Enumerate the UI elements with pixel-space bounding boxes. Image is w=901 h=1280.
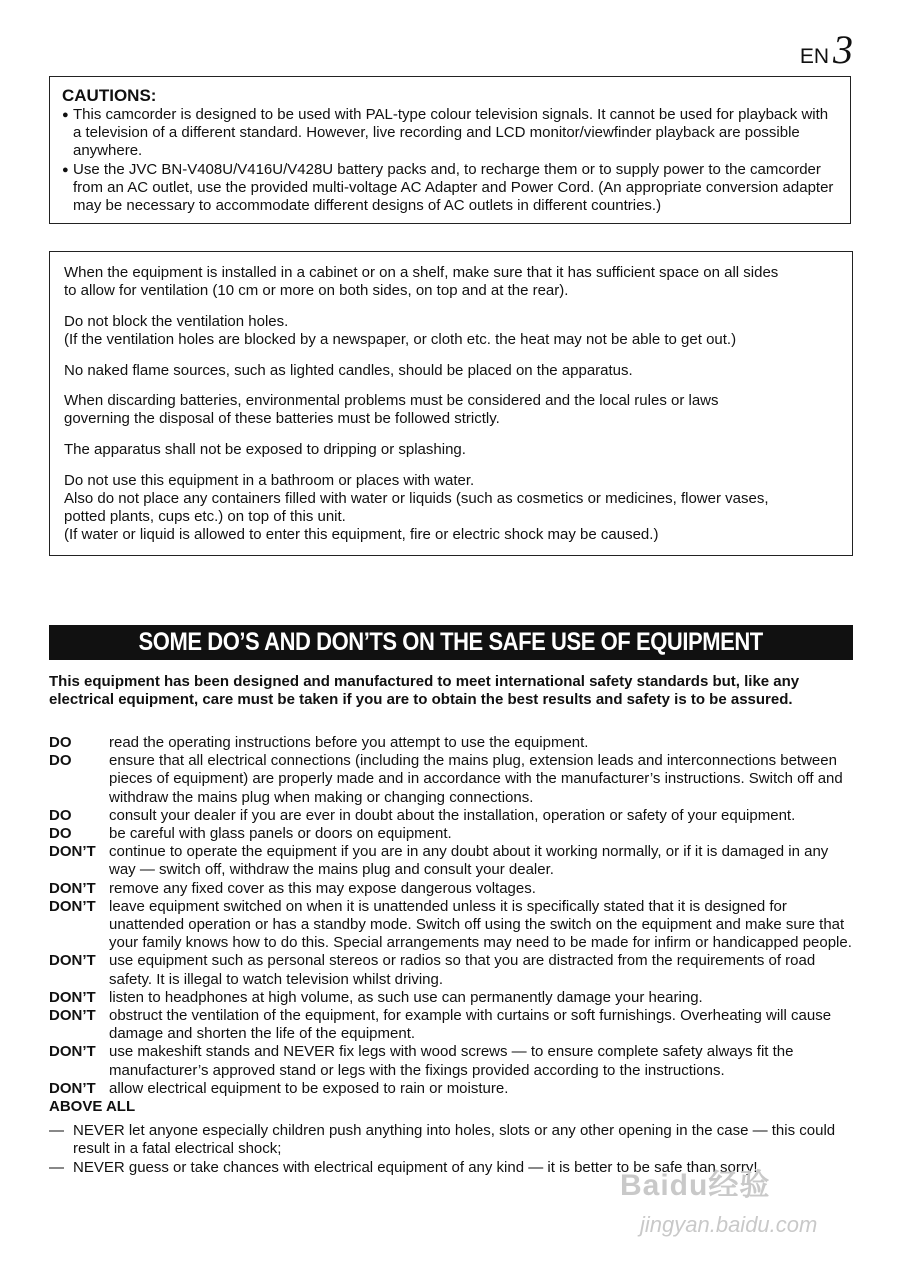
safety-note-line: No naked flame sources, such as lighted candles, should be placed on the apparatus. [64, 361, 633, 379]
rule-text: consult your dealer if you are ever in doubt about the installation, operation or safety of your equipment. [109, 806, 796, 824]
safety-note [64, 264, 838, 300]
never-item [49, 1122, 855, 1158]
rule-label: DON’T [49, 1079, 96, 1097]
rules-list [49, 734, 855, 1177]
rule-text: listen to headphones at high volume, as such use can permanently damage your hearing. [109, 988, 703, 1006]
safety-note-line: When the equipment is installed in a cabinet or on a shelf, make sure that it has sufficient space on all sides [64, 264, 779, 281]
rule-item [49, 1007, 855, 1043]
page-number-value: 3 [833, 27, 853, 72]
caution-item [62, 161, 838, 216]
rule-label: DO [49, 825, 72, 843]
rule-item [49, 807, 855, 825]
rule-text: continue to operate the equipment if you are in any doubt about it working normally, or if it is damaged in any way — switch off, withdraw the mains plug and consult your dealer. [109, 843, 829, 879]
rule-label: DON’T [49, 879, 96, 897]
rule-item [49, 1043, 855, 1079]
rule-label: DON’T [49, 1007, 96, 1025]
section-intro: This equipment has been designed and manufactured to meet international safety standards but, like any electrical equipment, care must be taken if you are to obtain the best results and safety is to be assured. [49, 673, 800, 709]
safety-note-line: governing the disposal of these batteries must be followed strictly. [64, 410, 500, 428]
safety-note-line: When discarding batteries, environmental problems must be considered and the local rules or laws [64, 392, 719, 410]
rule-item [49, 752, 855, 807]
safety-note-line: Do not use this equipment in a bathroom or places with water. [64, 471, 475, 489]
dash-marker: — [49, 1158, 64, 1176]
rule-label: DO [49, 734, 72, 751]
safety-note [64, 362, 838, 380]
safety-note [64, 392, 838, 428]
rule-label: DON’T [49, 897, 96, 915]
rule-text: use equipment such as personal stereos or radios so that you are distracted from the requirements of road safety. It is illegal to watch television whilst driving. [109, 952, 816, 988]
never-item [49, 1159, 855, 1177]
rule-text: obstruct the ventilation of the equipment, for example with curtains or soft furnishings. Overheating will cause damage and shorten the life of the equipment. [109, 1007, 832, 1043]
cautions-box [49, 76, 851, 224]
safety-note-line: (If water or liquid is allowed to enter this equipment, fire or electric shock may be caused.) [64, 526, 659, 544]
safety-note-line: Also do not place any containers filled with water or liquids (such as cosmetics or medicines, flower vases, [64, 489, 769, 507]
rule-item [49, 843, 855, 879]
safety-note-line: to allow for ventilation (10 cm or more on both sides, on top and at the rear). [64, 282, 569, 300]
cautions-title: CAUTIONS: [62, 86, 157, 105]
rule-text: allow electrical equipment to be exposed to rain or moisture. [109, 1079, 509, 1097]
caution-item [62, 106, 838, 161]
rule-label: DON’T [49, 1043, 96, 1061]
section-heading-banner [49, 625, 853, 660]
watermark-logo: Baidu经验 [620, 1169, 771, 1202]
safety-notes-box [49, 251, 853, 556]
rule-item [49, 989, 855, 1007]
never-list [49, 1122, 855, 1177]
bullet-icon: ● [62, 163, 69, 176]
rule-text: read the operating instructions before you attempt to use the equipment. [109, 734, 589, 751]
rule-text: be careful with glass panels or doors on equipment. [109, 825, 452, 843]
rule-text: leave equipment switched on when it is unattended unless it is specifically stated that it is designed for unattended operation or has a standby mode. Switch off using the switch on the equipment and make sure that your family knows how to do this. Special arrangements may need to be made for infirm or handicapped people. [109, 897, 852, 952]
rule-text: remove any fixed cover as this may expose dangerous voltages. [109, 879, 536, 897]
safety-note [64, 313, 838, 349]
safety-note [64, 441, 838, 459]
safety-note-line: Do not block the ventilation holes. [64, 312, 289, 330]
rule-item [49, 880, 855, 898]
never-text: NEVER guess or take chances with electrical equipment of any kind — it is better to be safe than sorry! [73, 1158, 758, 1176]
rule-text: use makeshift stands and NEVER fix legs with wood screws — to ensure complete safety always fit the manufacturer’s approved stand or legs with the fixings provided according to the instructions. [109, 1043, 794, 1079]
rule-label: DON’T [49, 988, 96, 1006]
caution-text: Use the JVC BN-V408U/V416U/V428U battery packs and, to recharge them or to supply power to the camcorder from an AC outlet, use the provided multi-voltage AC Adapter and Power Cord. (An appropriate conversion adapter may be necessary to accommodate different designs of AC outlets in different countries.) [73, 160, 834, 215]
rule-item [49, 952, 855, 988]
safety-note [64, 472, 838, 545]
rule-item [49, 734, 855, 752]
caution-text: This camcorder is designed to be used with PAL-type colour television signals. It cannot be used for playback with a television of a different standard. However, live recording and LCD monitor/viewfinder playback are possible anywhere. [73, 106, 829, 160]
rule-label: DON’T [49, 952, 96, 970]
above-all-label: ABOVE ALL [49, 1098, 136, 1116]
rule-item [49, 825, 855, 843]
rule-label: DON’T [49, 843, 96, 861]
safety-note-line: The apparatus shall not be exposed to dripping or splashing. [64, 440, 466, 458]
section-heading: SOME DO’S AND DON’TS ON THE SAFE USE OF EQUIPMENT [138, 628, 764, 656]
page-number [799, 27, 853, 72]
rule-item [49, 1080, 855, 1098]
rule-text: ensure that all electrical connections (including the mains plug, extension leads and interconnections between pieces of equipment) are properly made and in accordance with the manufacturer’s instructions. Switch off and withdraw the mains plug when making or changing connections. [109, 752, 843, 806]
safety-note-line: potted plants, cups etc.) on top of this unit. [64, 507, 346, 525]
watermark-url: jingyan.baidu.com [640, 1212, 818, 1237]
rule-label: DO [49, 806, 72, 824]
never-text: NEVER let anyone especially children push anything into holes, slots or any other opening in the case — this could result in a fatal electrical shock; [73, 1122, 836, 1158]
page-lang: EN [799, 45, 829, 68]
dash-marker: — [49, 1122, 64, 1140]
rule-item [49, 898, 855, 953]
safety-note-line: (If the ventilation holes are blocked by a newspaper, or cloth etc. the heat may not be able to get out.) [64, 331, 737, 348]
rule-label: DO [49, 752, 72, 770]
bullet-icon: ● [62, 109, 69, 121]
